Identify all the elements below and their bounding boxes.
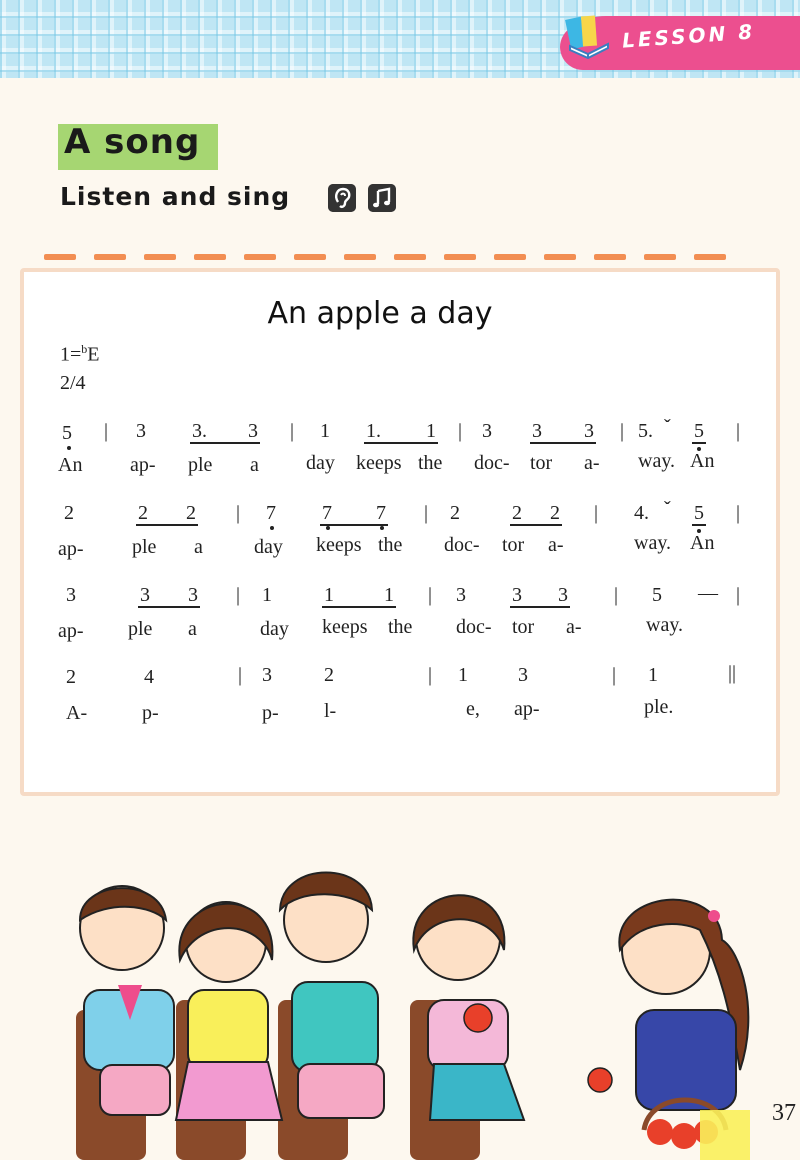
- song-title: An apple a day: [267, 296, 493, 331]
- bar-line: |: [612, 664, 617, 686]
- note: 3: [558, 584, 568, 606]
- lyric: e,: [466, 698, 480, 720]
- note: 2: [450, 502, 460, 524]
- bar-line: |: [290, 420, 295, 442]
- time-signature: 2/4: [60, 372, 86, 394]
- lyric: the: [418, 452, 443, 474]
- lyric: ap-: [58, 538, 84, 560]
- lyric: way.: [638, 450, 676, 472]
- lesson-label: LESSON 8: [621, 19, 756, 53]
- note: 5.: [638, 420, 653, 442]
- lyric: a: [188, 618, 197, 640]
- lyric: p-: [142, 702, 159, 724]
- lyric: ple: [128, 618, 153, 640]
- note: 3: [248, 420, 258, 442]
- lyric: ap-: [58, 620, 84, 642]
- note: 7: [376, 502, 386, 524]
- bar-line: |: [424, 502, 429, 524]
- dashed-divider: [40, 248, 760, 268]
- note: 3: [136, 420, 146, 442]
- note: 1: [384, 584, 394, 606]
- lyric: the: [378, 534, 403, 556]
- lyric: a-: [584, 452, 600, 474]
- note: 2: [186, 502, 196, 524]
- note: 5: [694, 502, 704, 524]
- lyric: the: [388, 616, 413, 638]
- breath-mark: ˇ: [664, 416, 671, 438]
- lyric: a: [194, 536, 203, 558]
- bar-line: |: [620, 420, 625, 442]
- lyric: ple: [188, 454, 213, 476]
- lyric: An: [58, 454, 83, 476]
- lyric: ap-: [130, 454, 156, 476]
- bar-line: |: [736, 584, 741, 606]
- note: 1: [648, 664, 658, 686]
- lyric: tor: [502, 534, 525, 556]
- lyric: ple.: [644, 696, 674, 718]
- music-note-icon: [368, 184, 396, 212]
- note: 3: [456, 584, 466, 606]
- book-icon: [560, 8, 618, 66]
- bar-line: |: [614, 584, 619, 606]
- lyric: An: [690, 450, 715, 472]
- note: 1: [458, 664, 468, 686]
- note: 3: [584, 420, 594, 442]
- note: 5: [62, 422, 72, 444]
- note: 3: [482, 420, 492, 442]
- lyric: keeps: [322, 616, 368, 638]
- note: 3: [512, 584, 522, 606]
- lyric: way.: [646, 614, 684, 636]
- note: 7: [322, 502, 332, 524]
- lyric: keeps: [356, 452, 402, 474]
- key-signature: 1=$^b$E: [60, 342, 100, 366]
- lyric: day: [306, 452, 335, 474]
- ear-icon: [328, 184, 356, 212]
- bar-line: |: [236, 502, 241, 524]
- lyric: tor: [512, 616, 535, 638]
- bar-line: |: [238, 664, 243, 686]
- bar-line: |: [236, 584, 241, 606]
- section-subtitle: Listen and sing: [60, 182, 291, 211]
- tie-dash: —: [698, 582, 718, 604]
- bar-line: |: [736, 420, 741, 442]
- note: 1.: [366, 420, 381, 442]
- note: 3: [66, 584, 76, 606]
- bar-line: |: [428, 664, 433, 686]
- note: 3: [262, 664, 272, 686]
- lyric: a-: [566, 616, 582, 638]
- lyric: ple: [132, 536, 157, 558]
- lyric: An: [690, 532, 715, 554]
- lyric: doc-: [456, 616, 492, 638]
- page-number: 37: [772, 1100, 796, 1126]
- note: 2: [512, 502, 522, 524]
- note: 3: [140, 584, 150, 606]
- lyric: day: [254, 536, 283, 558]
- lyric: doc-: [444, 534, 480, 556]
- lyric: a-: [548, 534, 564, 556]
- note: 5: [652, 584, 662, 606]
- children-illustration: [0, 850, 800, 1160]
- final-bar-line: ||: [728, 662, 737, 684]
- lyric: way.: [634, 532, 672, 554]
- note: 2: [138, 502, 148, 524]
- note: 1: [426, 420, 436, 442]
- note: 3: [518, 664, 528, 686]
- lyric: l-: [324, 700, 337, 722]
- note: 3.: [192, 420, 207, 442]
- lyric: a: [250, 454, 259, 476]
- note: 7: [266, 502, 276, 524]
- note: 1: [324, 584, 334, 606]
- note: 1: [262, 584, 272, 606]
- note: 3: [532, 420, 542, 442]
- bar-line: |: [736, 502, 741, 524]
- note: 2: [66, 666, 76, 688]
- section-title: A song: [64, 122, 201, 162]
- bar-line: |: [428, 584, 433, 606]
- lyric: keeps: [316, 534, 362, 556]
- note: 3: [188, 584, 198, 606]
- breath-mark: ˇ: [664, 498, 671, 520]
- lyric: A-: [66, 702, 88, 724]
- lyric: p-: [262, 702, 279, 724]
- note: 4.: [634, 502, 649, 524]
- bar-line: |: [458, 420, 463, 442]
- note: 5: [694, 420, 704, 442]
- note: 4: [144, 666, 154, 688]
- lyric: ap-: [514, 698, 540, 720]
- bar-line: |: [594, 502, 599, 524]
- lyric: day: [260, 618, 289, 640]
- note: 2: [64, 502, 74, 524]
- note: 2: [324, 664, 334, 686]
- note: 1: [320, 420, 330, 442]
- bar-line: |: [104, 420, 109, 442]
- note: 2: [550, 502, 560, 524]
- lyric: doc-: [474, 452, 510, 474]
- lyric: tor: [530, 452, 553, 474]
